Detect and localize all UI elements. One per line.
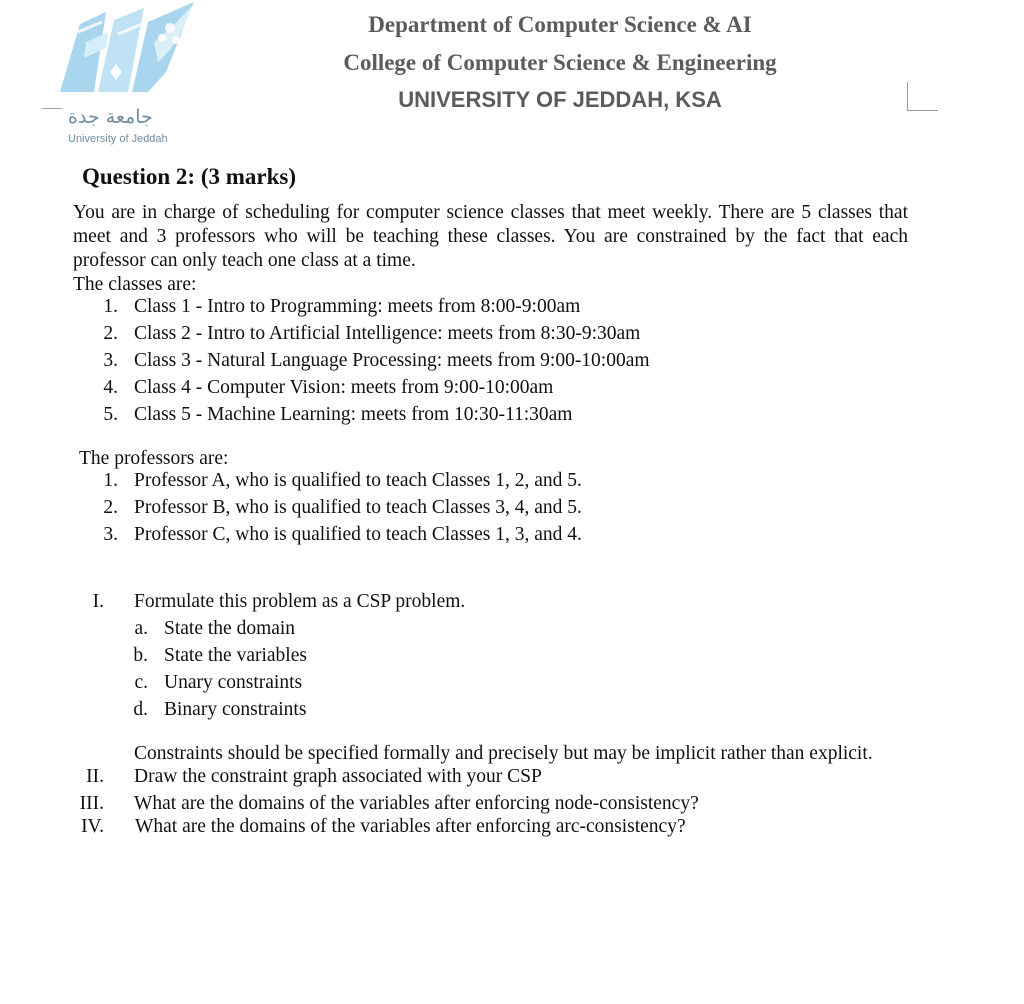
- college-name: College of Computer Science & Engineering: [343, 50, 777, 75]
- intro-line: meet and 3 professors who will be teaching these classes. You are constrained by the fact that each: [73, 226, 908, 247]
- professors-heading: The professors are:: [79, 448, 229, 469]
- university-name: UNIVERSITY OF JEDDAH, KSA: [398, 87, 722, 112]
- question-intro: [73, 201, 908, 273]
- question-title: Question 2: (3 marks): [82, 164, 297, 189]
- intro-line: professor can only teach one class at a time.: [73, 250, 416, 271]
- classes-heading: The classes are:: [73, 274, 197, 295]
- logo-english-text: University of Jeddah: [68, 133, 168, 145]
- constraints-note: Constraints should be specified formally and precisely but may be implicit rather than explicit.: [134, 743, 873, 764]
- logo-arabic-text: جامعة جدة: [68, 106, 153, 128]
- department-name: Department of Computer Science & AI: [368, 12, 752, 37]
- intro-line: You are in charge of scheduling for computer science classes that meet weekly. There are 5 classes that: [73, 202, 908, 223]
